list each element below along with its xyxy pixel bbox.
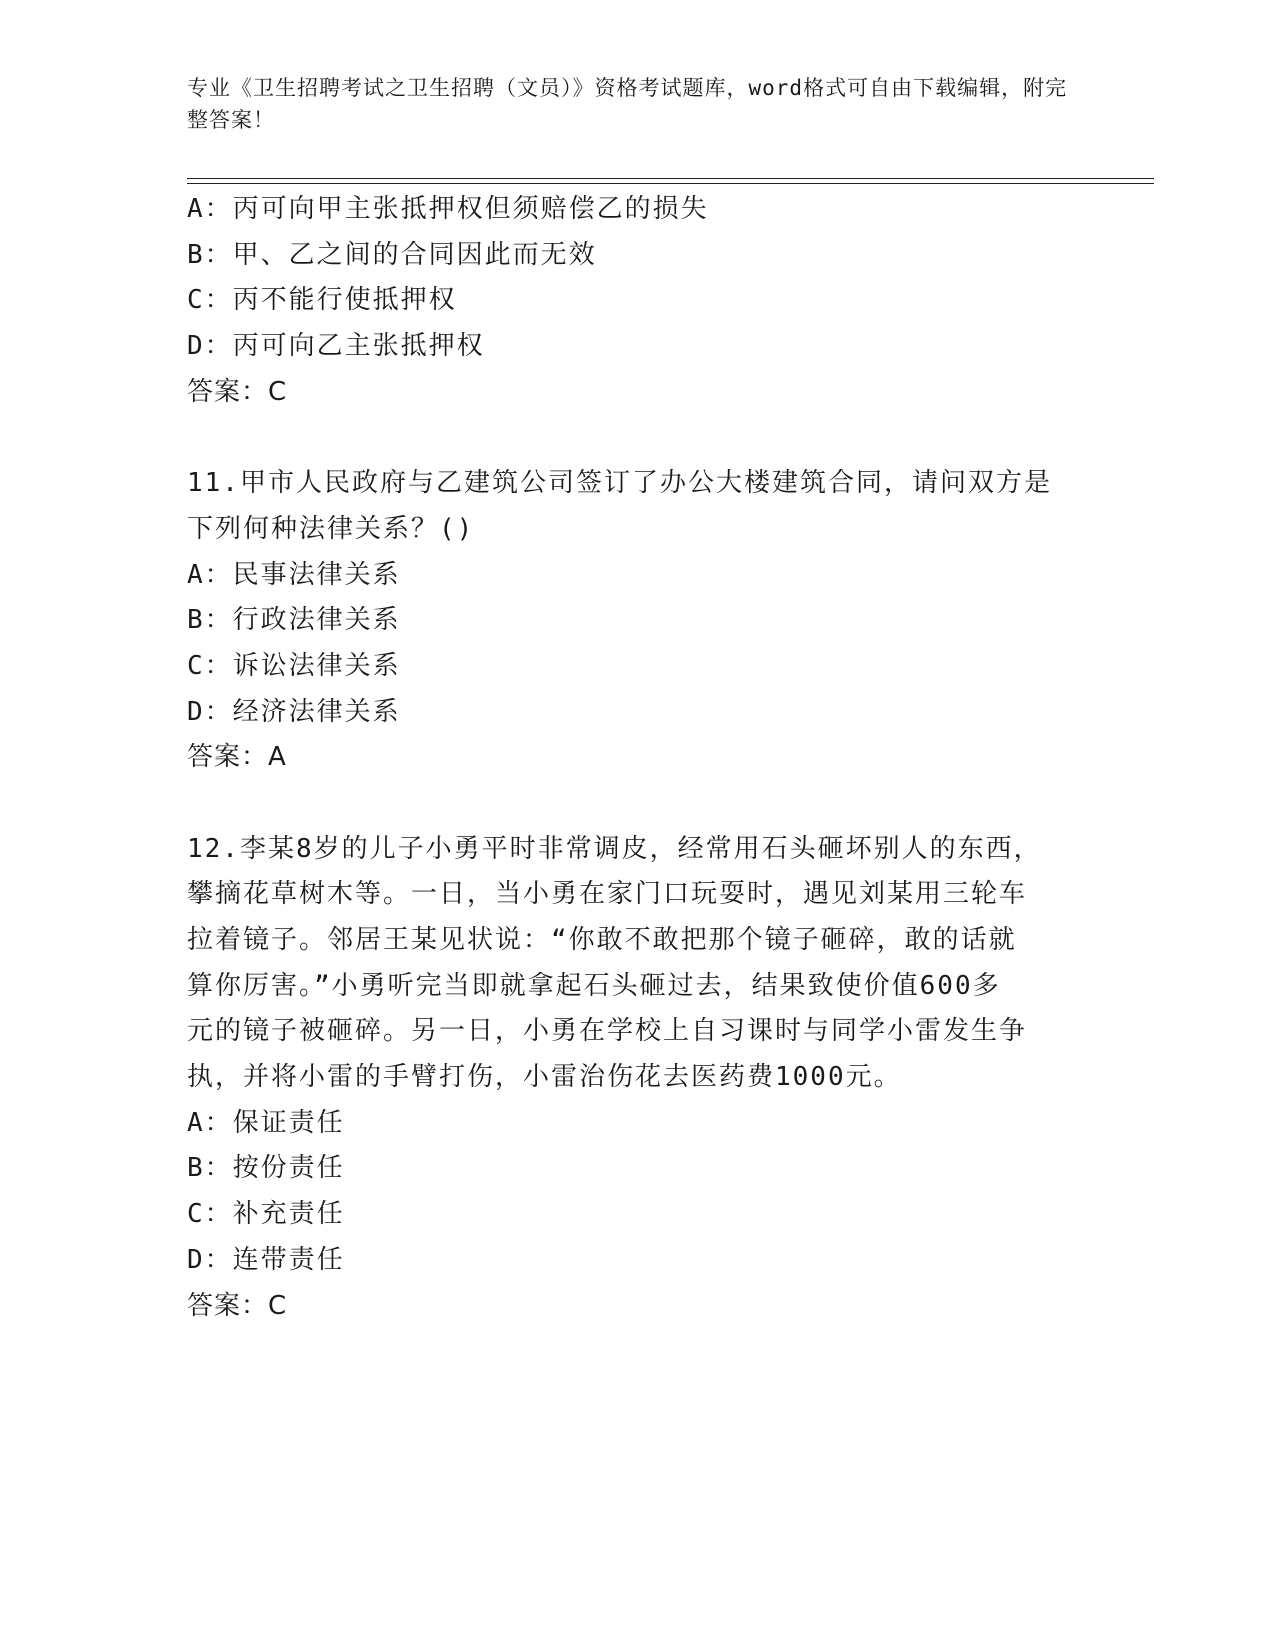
question-12-text-line-5: 元的镜子被砸碎。另一日，小勇在学校上自习课时与同学小雷发生争 xyxy=(187,1016,1028,1047)
question-12-text-line-1: 12.李某8岁的儿子小勇平时非常调皮，经常用石头砸坏别人的东西， xyxy=(187,833,1042,864)
option-c: C：丙不能行使抵押权 xyxy=(187,285,457,316)
option-c: C：补充责任 xyxy=(187,1199,345,1230)
option-b: B：行政法律关系 xyxy=(187,605,401,636)
header-divider-bottom xyxy=(187,183,1154,184)
option-a: A：丙可向甲主张抵押权但须赔偿乙的损失 xyxy=(187,194,709,224)
option-d: D：连带责任 xyxy=(187,1244,345,1275)
option-d: D：丙可向乙主张抵押权 xyxy=(187,331,485,362)
option-c: C：诉讼法律关系 xyxy=(187,650,401,681)
question-12-text-line-6: 执，并将小雷的手臂打伤，小雷治伤花去医药费1000元。 xyxy=(187,1062,902,1093)
question-10-options xyxy=(187,187,1087,370)
document-header: 专业《卫生招聘考试之卫生招聘（文员）》资格考试题库，word格式可自由下载编辑，附完整答案！ xyxy=(187,76,1068,132)
question-11-answer: 答案：A xyxy=(187,742,287,773)
question-11 xyxy=(187,461,1087,781)
option-a: A：民事法律关系 xyxy=(187,559,401,590)
header-divider-top xyxy=(187,178,1154,179)
question-10-answer: 答案：C xyxy=(187,376,288,407)
spacer xyxy=(187,415,1087,461)
option-b: B：按份责任 xyxy=(187,1153,345,1184)
question-12-text-line-3: 拉着镜子。邻居王某见状说：“你敢不敢把那个镜子砸碎，敢的话就 xyxy=(187,925,1017,955)
question-12 xyxy=(187,827,1087,1330)
question-12-text-line-4: 算你厉害。”小勇听完当即就拿起石头砸过去，结果致使价值600多 xyxy=(187,970,1001,1001)
spacer xyxy=(187,781,1087,827)
question-12-text-line-2: 攀摘花草树木等。一日，当小勇在家门口玩耍时，遇见刘某用三轮车 xyxy=(187,879,1028,910)
option-d: D：经济法律关系 xyxy=(187,696,401,727)
question-11-text-line-1: 11.甲市人民政府与乙建筑公司签订了办公大楼建筑合同，请问双方是 xyxy=(187,468,1052,499)
question-11-text-line-2: 下列何种法律关系？() xyxy=(187,513,475,544)
question-12-answer: 答案：C xyxy=(187,1290,288,1321)
option-b: B：甲、乙之间的合同因此而无效 xyxy=(187,239,597,270)
option-a: A：保证责任 xyxy=(187,1107,345,1138)
question-list xyxy=(187,187,1087,1329)
